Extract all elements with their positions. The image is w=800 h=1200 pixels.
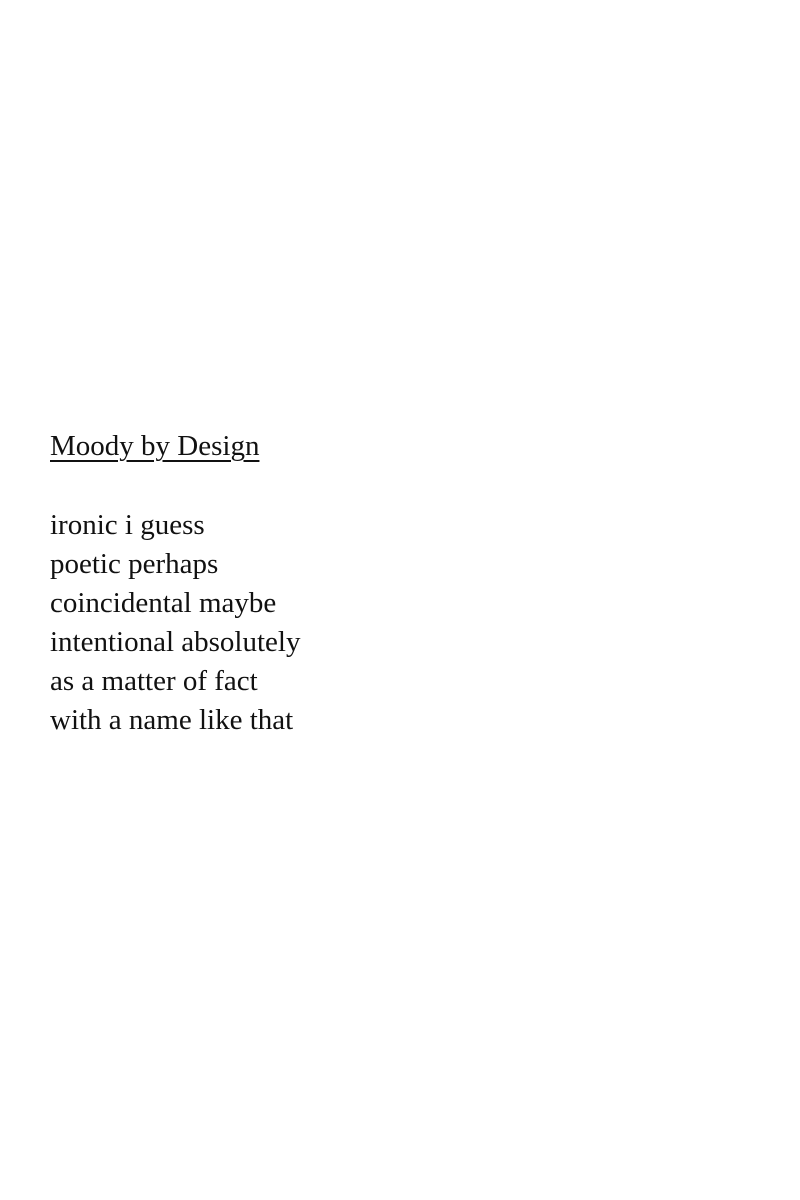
poem-line: poetic perhaps (50, 548, 219, 580)
poem-body (50, 506, 750, 740)
poem-line: as a matter of fact (50, 665, 258, 697)
poem-line: intentional absolutely (50, 626, 301, 658)
poem-line: with a name like that (50, 704, 294, 736)
poem-title: Moody by Design (50, 430, 260, 462)
poem-line: coincidental maybe (50, 587, 277, 619)
poem (50, 428, 750, 740)
poem-line: ironic i guess (50, 509, 205, 541)
